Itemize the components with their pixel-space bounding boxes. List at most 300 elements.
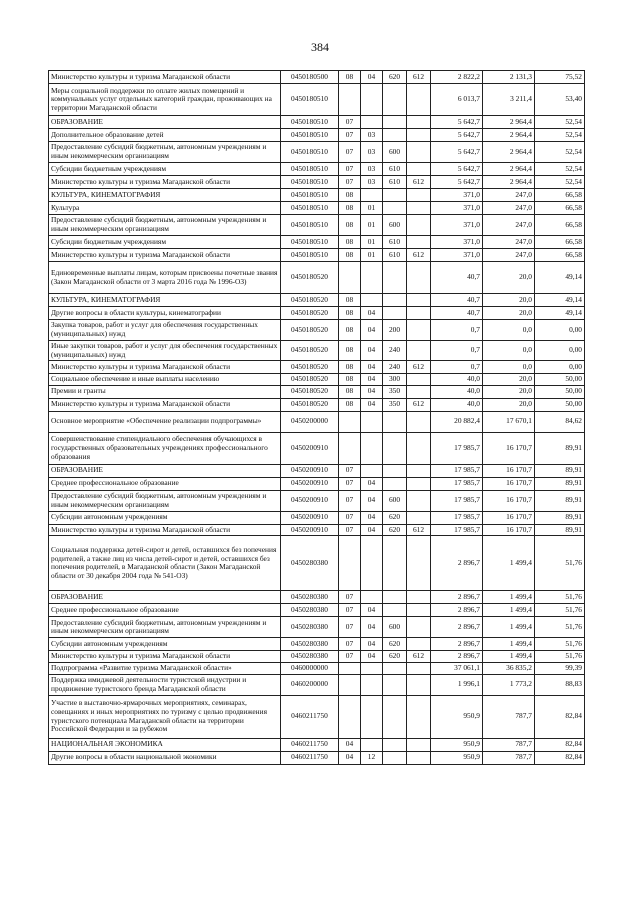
table-row xyxy=(49,536,585,591)
cell-sec: 08 xyxy=(339,361,361,374)
cell-kosgu xyxy=(407,464,431,477)
cell-sec: 07 xyxy=(339,490,361,511)
cell-name: Предоставление субсидий бюджетным, автономным учреждениям и иным некоммерческим организациям xyxy=(49,142,281,163)
cell-sec: 07 xyxy=(339,142,361,163)
cell-fact: 16 170,7 xyxy=(483,490,535,511)
cell-pct: 89,91 xyxy=(535,524,585,536)
cell-name: Меры социальной поддержки по оплате жилых помещений и коммунальных услуг отдельных категорий граждан, проживающих на территории Магаданской области xyxy=(49,84,281,116)
cell-pct: 51,76 xyxy=(535,536,585,591)
cell-fact: 1 499,4 xyxy=(483,617,535,638)
cell-fact: 2 131,3 xyxy=(483,71,535,84)
cell-sec: 07 xyxy=(339,511,361,524)
cell-pct: 84,62 xyxy=(535,411,585,432)
cell-typ: 240 xyxy=(383,341,407,361)
cell-code: 0460211750 xyxy=(281,751,339,764)
cell-name: Иные закупки товаров, работ и услуг для обеспечения государственных (муниципальных) нужд xyxy=(49,341,281,361)
cell-sub: 04 xyxy=(361,651,383,663)
cell-kosgu xyxy=(407,674,431,695)
cell-name: Культура xyxy=(49,202,281,215)
cell-kosgu xyxy=(407,129,431,142)
cell-plan: 371,0 xyxy=(431,236,483,249)
cell-fact: 2 964,4 xyxy=(483,116,535,129)
cell-sec: 07 xyxy=(339,591,361,604)
cell-name: Закупка товаров, работ и услуг для обеспечения государственных (муниципальных) нужд xyxy=(49,320,281,341)
table-row xyxy=(49,464,585,477)
cell-name: Подпрограмма «Развитие туризма Магаданской области» xyxy=(49,662,281,674)
table-row xyxy=(49,341,585,361)
cell-sub xyxy=(361,738,383,751)
cell-plan: 40,0 xyxy=(431,374,483,386)
cell-code: 0450180500 xyxy=(281,71,339,84)
cell-kosgu: 612 xyxy=(407,524,431,536)
cell-fact: 787,7 xyxy=(483,695,535,738)
cell-kosgu xyxy=(407,163,431,176)
cell-name: Дополнительное образование детей xyxy=(49,129,281,142)
cell-fact: 247,0 xyxy=(483,189,535,202)
cell-kosgu xyxy=(407,374,431,386)
cell-kosgu: 612 xyxy=(407,361,431,374)
cell-sub xyxy=(361,116,383,129)
cell-name: Единовременные выплаты лицам, которым присвоены почетные звания (Закон Магаданской области от 3 марта 2016 года № 1996-ОЗ) xyxy=(49,262,281,294)
cell-pct: 52,54 xyxy=(535,129,585,142)
cell-fact: 1 499,4 xyxy=(483,651,535,663)
cell-name: ОБРАЗОВАНИЕ xyxy=(49,116,281,129)
cell-name: НАЦИОНАЛЬНАЯ ЭКОНОМИКА xyxy=(49,738,281,751)
cell-sec: 08 xyxy=(339,307,361,320)
table-row xyxy=(49,307,585,320)
cell-kosgu xyxy=(407,591,431,604)
cell-plan: 17 985,7 xyxy=(431,490,483,511)
cell-typ xyxy=(383,307,407,320)
cell-kosgu xyxy=(407,215,431,236)
cell-code: 0450180510 xyxy=(281,202,339,215)
cell-sec xyxy=(339,432,361,464)
cell-code: 0450180520 xyxy=(281,361,339,374)
table-row xyxy=(49,751,585,764)
cell-sub xyxy=(361,464,383,477)
cell-plan: 2 896,7 xyxy=(431,617,483,638)
cell-pct: 89,91 xyxy=(535,477,585,490)
cell-name: Основное мероприятие «Обеспечение реализации подпрограммы» xyxy=(49,411,281,432)
table-row xyxy=(49,294,585,307)
cell-typ xyxy=(383,662,407,674)
cell-sub: 01 xyxy=(361,249,383,262)
cell-plan: 0,7 xyxy=(431,320,483,341)
cell-pct: 82,84 xyxy=(535,751,585,764)
cell-fact: 1 773,2 xyxy=(483,674,535,695)
cell-kosgu xyxy=(407,84,431,116)
cell-plan: 1 996,1 xyxy=(431,674,483,695)
cell-sec: 07 xyxy=(339,651,361,663)
cell-fact: 16 170,7 xyxy=(483,524,535,536)
cell-name: Совершенствование стипендиального обеспечения обучающихся в государственных образовательных учреждениях профессионального образования xyxy=(49,432,281,464)
cell-sub: 04 xyxy=(361,71,383,84)
cell-sec xyxy=(339,674,361,695)
cell-sub: 04 xyxy=(361,524,383,536)
cell-typ: 610 xyxy=(383,163,407,176)
cell-pct: 49,14 xyxy=(535,307,585,320)
cell-sec xyxy=(339,411,361,432)
cell-typ xyxy=(383,674,407,695)
cell-pct: 53,40 xyxy=(535,84,585,116)
cell-kosgu xyxy=(407,477,431,490)
cell-code: 0450180520 xyxy=(281,385,339,398)
cell-name: Предоставление субсидий бюджетным, автономным учреждениям и иным некоммерческим организациям xyxy=(49,617,281,638)
cell-fact: 16 170,7 xyxy=(483,432,535,464)
cell-kosgu xyxy=(407,490,431,511)
cell-fact: 0,0 xyxy=(483,320,535,341)
cell-code: 0450180510 xyxy=(281,176,339,189)
cell-plan: 40,7 xyxy=(431,262,483,294)
cell-plan: 40,7 xyxy=(431,294,483,307)
cell-plan: 950,9 xyxy=(431,751,483,764)
cell-pct: 0,00 xyxy=(535,361,585,374)
cell-name: Среднее профессиональное образование xyxy=(49,604,281,617)
cell-typ xyxy=(383,536,407,591)
cell-fact: 16 170,7 xyxy=(483,511,535,524)
cell-code: 0450200910 xyxy=(281,490,339,511)
cell-sec: 07 xyxy=(339,617,361,638)
cell-name: ОБРАЗОВАНИЕ xyxy=(49,591,281,604)
cell-name: Министерство культуры и туризма Магаданской области xyxy=(49,524,281,536)
cell-plan: 40,7 xyxy=(431,307,483,320)
cell-code: 0450200000 xyxy=(281,411,339,432)
cell-typ: 620 xyxy=(383,651,407,663)
cell-sub xyxy=(361,294,383,307)
cell-name: Министерство культуры и туризма Магаданской области xyxy=(49,176,281,189)
cell-kosgu xyxy=(407,236,431,249)
cell-sec: 08 xyxy=(339,71,361,84)
cell-sec: 08 xyxy=(339,398,361,411)
cell-typ: 600 xyxy=(383,142,407,163)
cell-typ xyxy=(383,695,407,738)
cell-sub: 04 xyxy=(361,638,383,651)
cell-plan: 371,0 xyxy=(431,215,483,236)
cell-plan: 371,0 xyxy=(431,202,483,215)
cell-sec: 07 xyxy=(339,116,361,129)
cell-fact: 787,7 xyxy=(483,751,535,764)
cell-pct: 89,91 xyxy=(535,511,585,524)
cell-plan: 40,0 xyxy=(431,385,483,398)
cell-pct: 99,39 xyxy=(535,662,585,674)
table-row xyxy=(49,163,585,176)
cell-kosgu xyxy=(407,662,431,674)
cell-name: Субсидии автономным учреждениям xyxy=(49,638,281,651)
table-row xyxy=(49,262,585,294)
cell-typ: 200 xyxy=(383,320,407,341)
cell-pct: 66,58 xyxy=(535,215,585,236)
table-row xyxy=(49,202,585,215)
cell-pct: 49,14 xyxy=(535,262,585,294)
cell-sub: 04 xyxy=(361,361,383,374)
cell-sec: 08 xyxy=(339,215,361,236)
cell-plan: 17 985,7 xyxy=(431,511,483,524)
cell-sub: 01 xyxy=(361,202,383,215)
cell-name: Другие вопросы в области национальной экономики xyxy=(49,751,281,764)
cell-fact: 2 964,4 xyxy=(483,129,535,142)
cell-pct: 89,91 xyxy=(535,432,585,464)
cell-code: 0450200910 xyxy=(281,432,339,464)
cell-kosgu xyxy=(407,189,431,202)
cell-typ: 620 xyxy=(383,524,407,536)
table-row xyxy=(49,116,585,129)
cell-sub: 04 xyxy=(361,341,383,361)
table-row xyxy=(49,189,585,202)
cell-pct: 82,84 xyxy=(535,695,585,738)
cell-pct: 0,00 xyxy=(535,320,585,341)
cell-pct: 51,76 xyxy=(535,617,585,638)
table-row xyxy=(49,591,585,604)
cell-fact: 3 211,4 xyxy=(483,84,535,116)
cell-plan: 5 642,7 xyxy=(431,163,483,176)
cell-plan: 17 985,7 xyxy=(431,524,483,536)
cell-sec: 08 xyxy=(339,385,361,398)
budget-table xyxy=(48,70,585,765)
cell-typ xyxy=(383,464,407,477)
cell-plan: 5 642,7 xyxy=(431,176,483,189)
cell-fact: 20,0 xyxy=(483,398,535,411)
cell-sub xyxy=(361,591,383,604)
cell-fact: 2 964,4 xyxy=(483,142,535,163)
cell-plan: 5 642,7 xyxy=(431,142,483,163)
cell-fact: 20,0 xyxy=(483,385,535,398)
cell-typ xyxy=(383,116,407,129)
cell-pct: 82,84 xyxy=(535,738,585,751)
cell-plan: 2 822,2 xyxy=(431,71,483,84)
cell-name: Социальная поддержка детей-сирот и детей, оставшихся без попечения родителей, а также лиц из числа детей-сирот и детей, оставшихся без попечения родителей, в Магаданской области (Закон Магаданской области от 30 декабря 2004 года № 541-ОЗ) xyxy=(49,536,281,591)
cell-fact: 16 170,7 xyxy=(483,477,535,490)
table-row xyxy=(49,604,585,617)
cell-plan: 37 061,1 xyxy=(431,662,483,674)
cell-kosgu: 612 xyxy=(407,651,431,663)
cell-kosgu xyxy=(407,638,431,651)
cell-code: 0450180520 xyxy=(281,341,339,361)
table-row xyxy=(49,638,585,651)
cell-sec: 08 xyxy=(339,236,361,249)
cell-pct: 51,76 xyxy=(535,651,585,663)
table-row xyxy=(49,617,585,638)
cell-sub xyxy=(361,84,383,116)
cell-sec: 07 xyxy=(339,477,361,490)
cell-pct: 66,58 xyxy=(535,202,585,215)
table-row xyxy=(49,651,585,663)
cell-sec xyxy=(339,84,361,116)
cell-name: Субсидии автономным учреждениям xyxy=(49,511,281,524)
cell-kosgu: 612 xyxy=(407,176,431,189)
cell-sub xyxy=(361,662,383,674)
cell-typ: 350 xyxy=(383,385,407,398)
cell-typ: 620 xyxy=(383,511,407,524)
cell-code: 0450280380 xyxy=(281,604,339,617)
cell-plan: 6 013,7 xyxy=(431,84,483,116)
cell-typ xyxy=(383,751,407,764)
cell-fact: 1 499,4 xyxy=(483,604,535,617)
cell-code: 0450200910 xyxy=(281,464,339,477)
cell-code: 0450200910 xyxy=(281,511,339,524)
cell-pct: 52,54 xyxy=(535,142,585,163)
cell-sec xyxy=(339,262,361,294)
cell-code: 0450180510 xyxy=(281,116,339,129)
cell-kosgu xyxy=(407,294,431,307)
cell-typ xyxy=(383,202,407,215)
table-row xyxy=(49,511,585,524)
cell-plan: 2 896,7 xyxy=(431,591,483,604)
cell-code: 0450180520 xyxy=(281,262,339,294)
cell-sub: 04 xyxy=(361,320,383,341)
cell-sub: 04 xyxy=(361,477,383,490)
cell-name: Участие в выставочно-ярмарочных мероприятиях, семинарах, совещаниях и иных мероприятиях по туризму с целью продвижения туристского потенциала Магаданской области на территории Российской Федерации и за рубежом xyxy=(49,695,281,738)
cell-code: 0450280380 xyxy=(281,591,339,604)
cell-fact: 2 964,4 xyxy=(483,176,535,189)
cell-fact: 20,0 xyxy=(483,307,535,320)
cell-plan: 17 985,7 xyxy=(431,464,483,477)
cell-name: Министерство культуры и туризма Магаданской области xyxy=(49,398,281,411)
table-row xyxy=(49,477,585,490)
cell-name: Среднее профессиональное образование xyxy=(49,477,281,490)
cell-sec: 08 xyxy=(339,189,361,202)
cell-pct: 50,00 xyxy=(535,385,585,398)
cell-name: КУЛЬТУРА, КИНЕМАТОГРАФИЯ xyxy=(49,189,281,202)
table-row xyxy=(49,524,585,536)
cell-plan: 2 896,7 xyxy=(431,638,483,651)
cell-sub xyxy=(361,695,383,738)
cell-pct: 66,58 xyxy=(535,249,585,262)
cell-sec xyxy=(339,536,361,591)
cell-plan: 371,0 xyxy=(431,249,483,262)
cell-sub: 04 xyxy=(361,374,383,386)
cell-sub: 03 xyxy=(361,163,383,176)
cell-typ xyxy=(383,477,407,490)
cell-typ xyxy=(383,604,407,617)
cell-code: 0450180520 xyxy=(281,320,339,341)
cell-plan: 2 896,7 xyxy=(431,651,483,663)
cell-fact: 17 670,1 xyxy=(483,411,535,432)
cell-kosgu xyxy=(407,536,431,591)
cell-typ: 600 xyxy=(383,617,407,638)
cell-pct: 51,76 xyxy=(535,638,585,651)
cell-kosgu xyxy=(407,411,431,432)
cell-name: Социальное обеспечение и иные выплаты населению xyxy=(49,374,281,386)
table-row xyxy=(49,361,585,374)
cell-sec: 07 xyxy=(339,524,361,536)
table-row xyxy=(49,320,585,341)
cell-plan: 2 896,7 xyxy=(431,604,483,617)
cell-sub: 03 xyxy=(361,129,383,142)
table-row xyxy=(49,84,585,116)
cell-kosgu xyxy=(407,262,431,294)
cell-sec: 08 xyxy=(339,374,361,386)
cell-typ: 300 xyxy=(383,374,407,386)
cell-pct: 52,54 xyxy=(535,176,585,189)
cell-sec: 07 xyxy=(339,129,361,142)
cell-code: 0450280380 xyxy=(281,638,339,651)
table-row xyxy=(49,176,585,189)
cell-fact: 16 170,7 xyxy=(483,464,535,477)
cell-code: 0450180520 xyxy=(281,294,339,307)
cell-pct: 66,58 xyxy=(535,236,585,249)
cell-sec: 08 xyxy=(339,202,361,215)
cell-name: ОБРАЗОВАНИЕ xyxy=(49,464,281,477)
cell-kosgu xyxy=(407,511,431,524)
cell-typ: 600 xyxy=(383,215,407,236)
cell-typ: 350 xyxy=(383,398,407,411)
cell-sub: 04 xyxy=(361,604,383,617)
cell-sec: 07 xyxy=(339,176,361,189)
cell-fact: 20,0 xyxy=(483,374,535,386)
cell-sub xyxy=(361,262,383,294)
cell-pct: 66,58 xyxy=(535,189,585,202)
cell-name: Поддержка имиджевой деятельности туристской индустрии и продвижение туристского бренда Магаданской области xyxy=(49,674,281,695)
cell-name: Другие вопросы в области культуры, кинематографии xyxy=(49,307,281,320)
cell-sub xyxy=(361,674,383,695)
cell-sub xyxy=(361,189,383,202)
cell-kosgu xyxy=(407,307,431,320)
cell-fact: 1 499,4 xyxy=(483,638,535,651)
cell-pct: 50,00 xyxy=(535,398,585,411)
cell-code: 0450200910 xyxy=(281,524,339,536)
cell-typ: 240 xyxy=(383,361,407,374)
cell-fact: 247,0 xyxy=(483,249,535,262)
cell-sec: 08 xyxy=(339,320,361,341)
table-row xyxy=(49,662,585,674)
cell-kosgu: 612 xyxy=(407,398,431,411)
cell-fact: 20,0 xyxy=(483,294,535,307)
cell-sec: 07 xyxy=(339,604,361,617)
cell-fact: 0,0 xyxy=(483,341,535,361)
cell-sub: 04 xyxy=(361,490,383,511)
cell-typ: 620 xyxy=(383,71,407,84)
cell-code: 0450180510 xyxy=(281,236,339,249)
cell-code: 0450280380 xyxy=(281,651,339,663)
cell-fact: 1 499,4 xyxy=(483,591,535,604)
cell-sub: 01 xyxy=(361,215,383,236)
cell-pct: 52,54 xyxy=(535,163,585,176)
cell-code: 0460211750 xyxy=(281,695,339,738)
table-row xyxy=(49,411,585,432)
cell-pct: 75,52 xyxy=(535,71,585,84)
cell-sec: 04 xyxy=(339,738,361,751)
cell-typ: 610 xyxy=(383,249,407,262)
cell-typ xyxy=(383,84,407,116)
cell-sec: 07 xyxy=(339,464,361,477)
cell-code: 0450180510 xyxy=(281,129,339,142)
cell-code: 0460000000 xyxy=(281,662,339,674)
cell-fact: 1 499,4 xyxy=(483,536,535,591)
cell-code: 0450180510 xyxy=(281,189,339,202)
cell-sub: 01 xyxy=(361,236,383,249)
cell-sec: 04 xyxy=(339,751,361,764)
cell-code: 0460211750 xyxy=(281,738,339,751)
cell-fact: 0,0 xyxy=(483,361,535,374)
table-row xyxy=(49,236,585,249)
cell-sec xyxy=(339,695,361,738)
cell-plan: 40,0 xyxy=(431,398,483,411)
cell-code: 0450180510 xyxy=(281,249,339,262)
cell-name: Министерство культуры и туризма Магаданской области xyxy=(49,361,281,374)
cell-sub: 03 xyxy=(361,142,383,163)
cell-code: 0450180510 xyxy=(281,142,339,163)
table-row xyxy=(49,490,585,511)
cell-sub: 04 xyxy=(361,617,383,638)
cell-sub: 04 xyxy=(361,307,383,320)
cell-code: 0460200000 xyxy=(281,674,339,695)
page-number: 384 xyxy=(311,40,329,54)
table-row xyxy=(49,129,585,142)
cell-kosgu xyxy=(407,695,431,738)
cell-sub: 04 xyxy=(361,385,383,398)
cell-plan: 0,7 xyxy=(431,361,483,374)
cell-name: КУЛЬТУРА, КИНЕМАТОГРАФИЯ xyxy=(49,294,281,307)
